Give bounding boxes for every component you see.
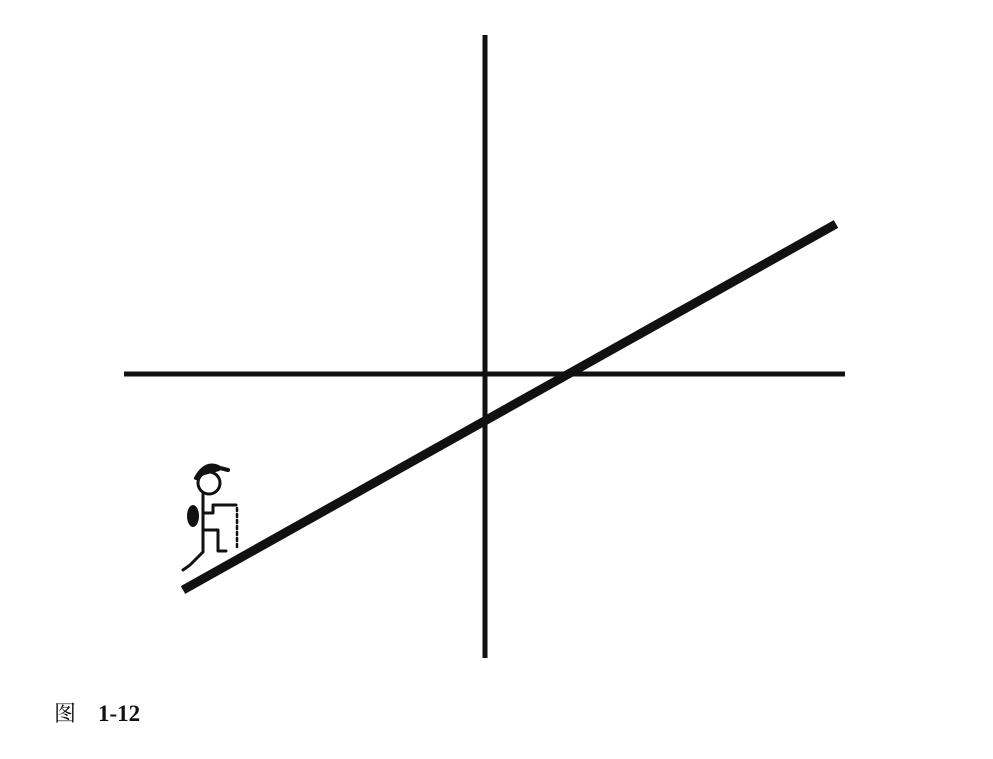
figure-caption — [54, 697, 140, 728]
figure-caption-number: 1-12 — [98, 701, 141, 726]
hiker-back-leg — [183, 530, 203, 570]
hiker-arm — [203, 505, 236, 513]
hiker-figure-icon — [183, 466, 237, 570]
rising-slope-line — [183, 224, 836, 590]
hiker-front-leg — [203, 530, 226, 551]
hiker-head — [198, 472, 220, 494]
figure-caption-prefix: 图 — [54, 702, 77, 727]
hiker-backpack — [187, 505, 199, 527]
